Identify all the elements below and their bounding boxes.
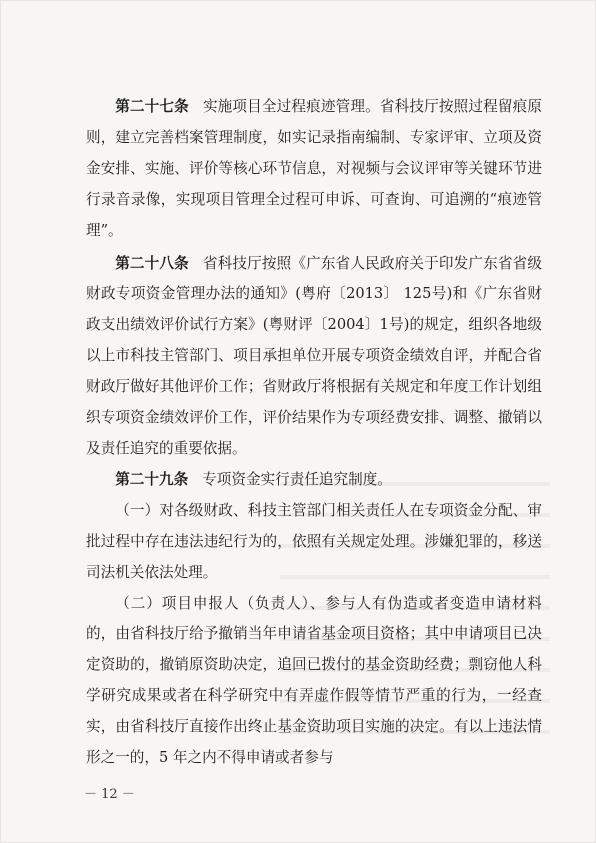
- article-heading: 第二十九条: [115, 470, 189, 488]
- article-29: [86, 465, 542, 496]
- article-text: 省科技厅按照《广东省人民政府关于印发广东省省级财政专项资金管理办法的通知》(粤府〔2013〕 125号)和《广东省财政支出绩效评价试行方案》(粤财评〔2004〕1号)的规定，组织各地级以上市科技主管部门、项目承担单位开展专项资金绩效自评，并配合省财政厅做好其他评价工作；省财政厅将根据有关规定和年度工作计划组织专项资金绩效评价工作，评价结果作为专项经费安排、调整、撤销以及责任追究的重要依据。: [86, 254, 542, 457]
- article-heading: 第二十八条: [115, 254, 189, 272]
- clause-1: （一）对各级财政、科技主管部门相关责任人在专项资金分配、审批过程中存在违法违纪行为的，依照有关规定处理。涉嫌犯罪的，移送司法机关依法处理。: [86, 501, 542, 581]
- page-number: － 12 －: [84, 787, 135, 802]
- document-body: [86, 92, 542, 774]
- article-text: 实施项目全过程痕迹管理。省科技厅按照过程留痕原则，建立完善档案管理制度，如实记录指南编制、专家评审、立项及资金安排、实施、评价等核心环节信息，对视频与会议评审等关键环节进行录音录像，实现项目管理全过程可申诉、可查询、可追溯的“痕迹管理”。: [86, 98, 542, 239]
- clause-2: （二）项目申报人（负责人）、参与人有伪造或者变造申请材料的，由省科技厅给予撤销当年申请省基金项目资格；其中申请项目已决定资助的，撤销原资助决定，追回已拨付的基金资助经费；剽窃他人科学研究成果或者在科学研究中有弄虚作假等情节严重的行为，一经查实，由省科技厅直接作出终止基金资助项目实施的决定。有以上违法情形之一的，5 年之内不得申请或者参与: [86, 594, 542, 767]
- article-text: 专项资金实行责任追究制度。: [202, 470, 392, 488]
- article-28: [86, 249, 542, 465]
- article-heading: 第二十七条: [115, 98, 189, 115]
- article-27: [86, 92, 542, 247]
